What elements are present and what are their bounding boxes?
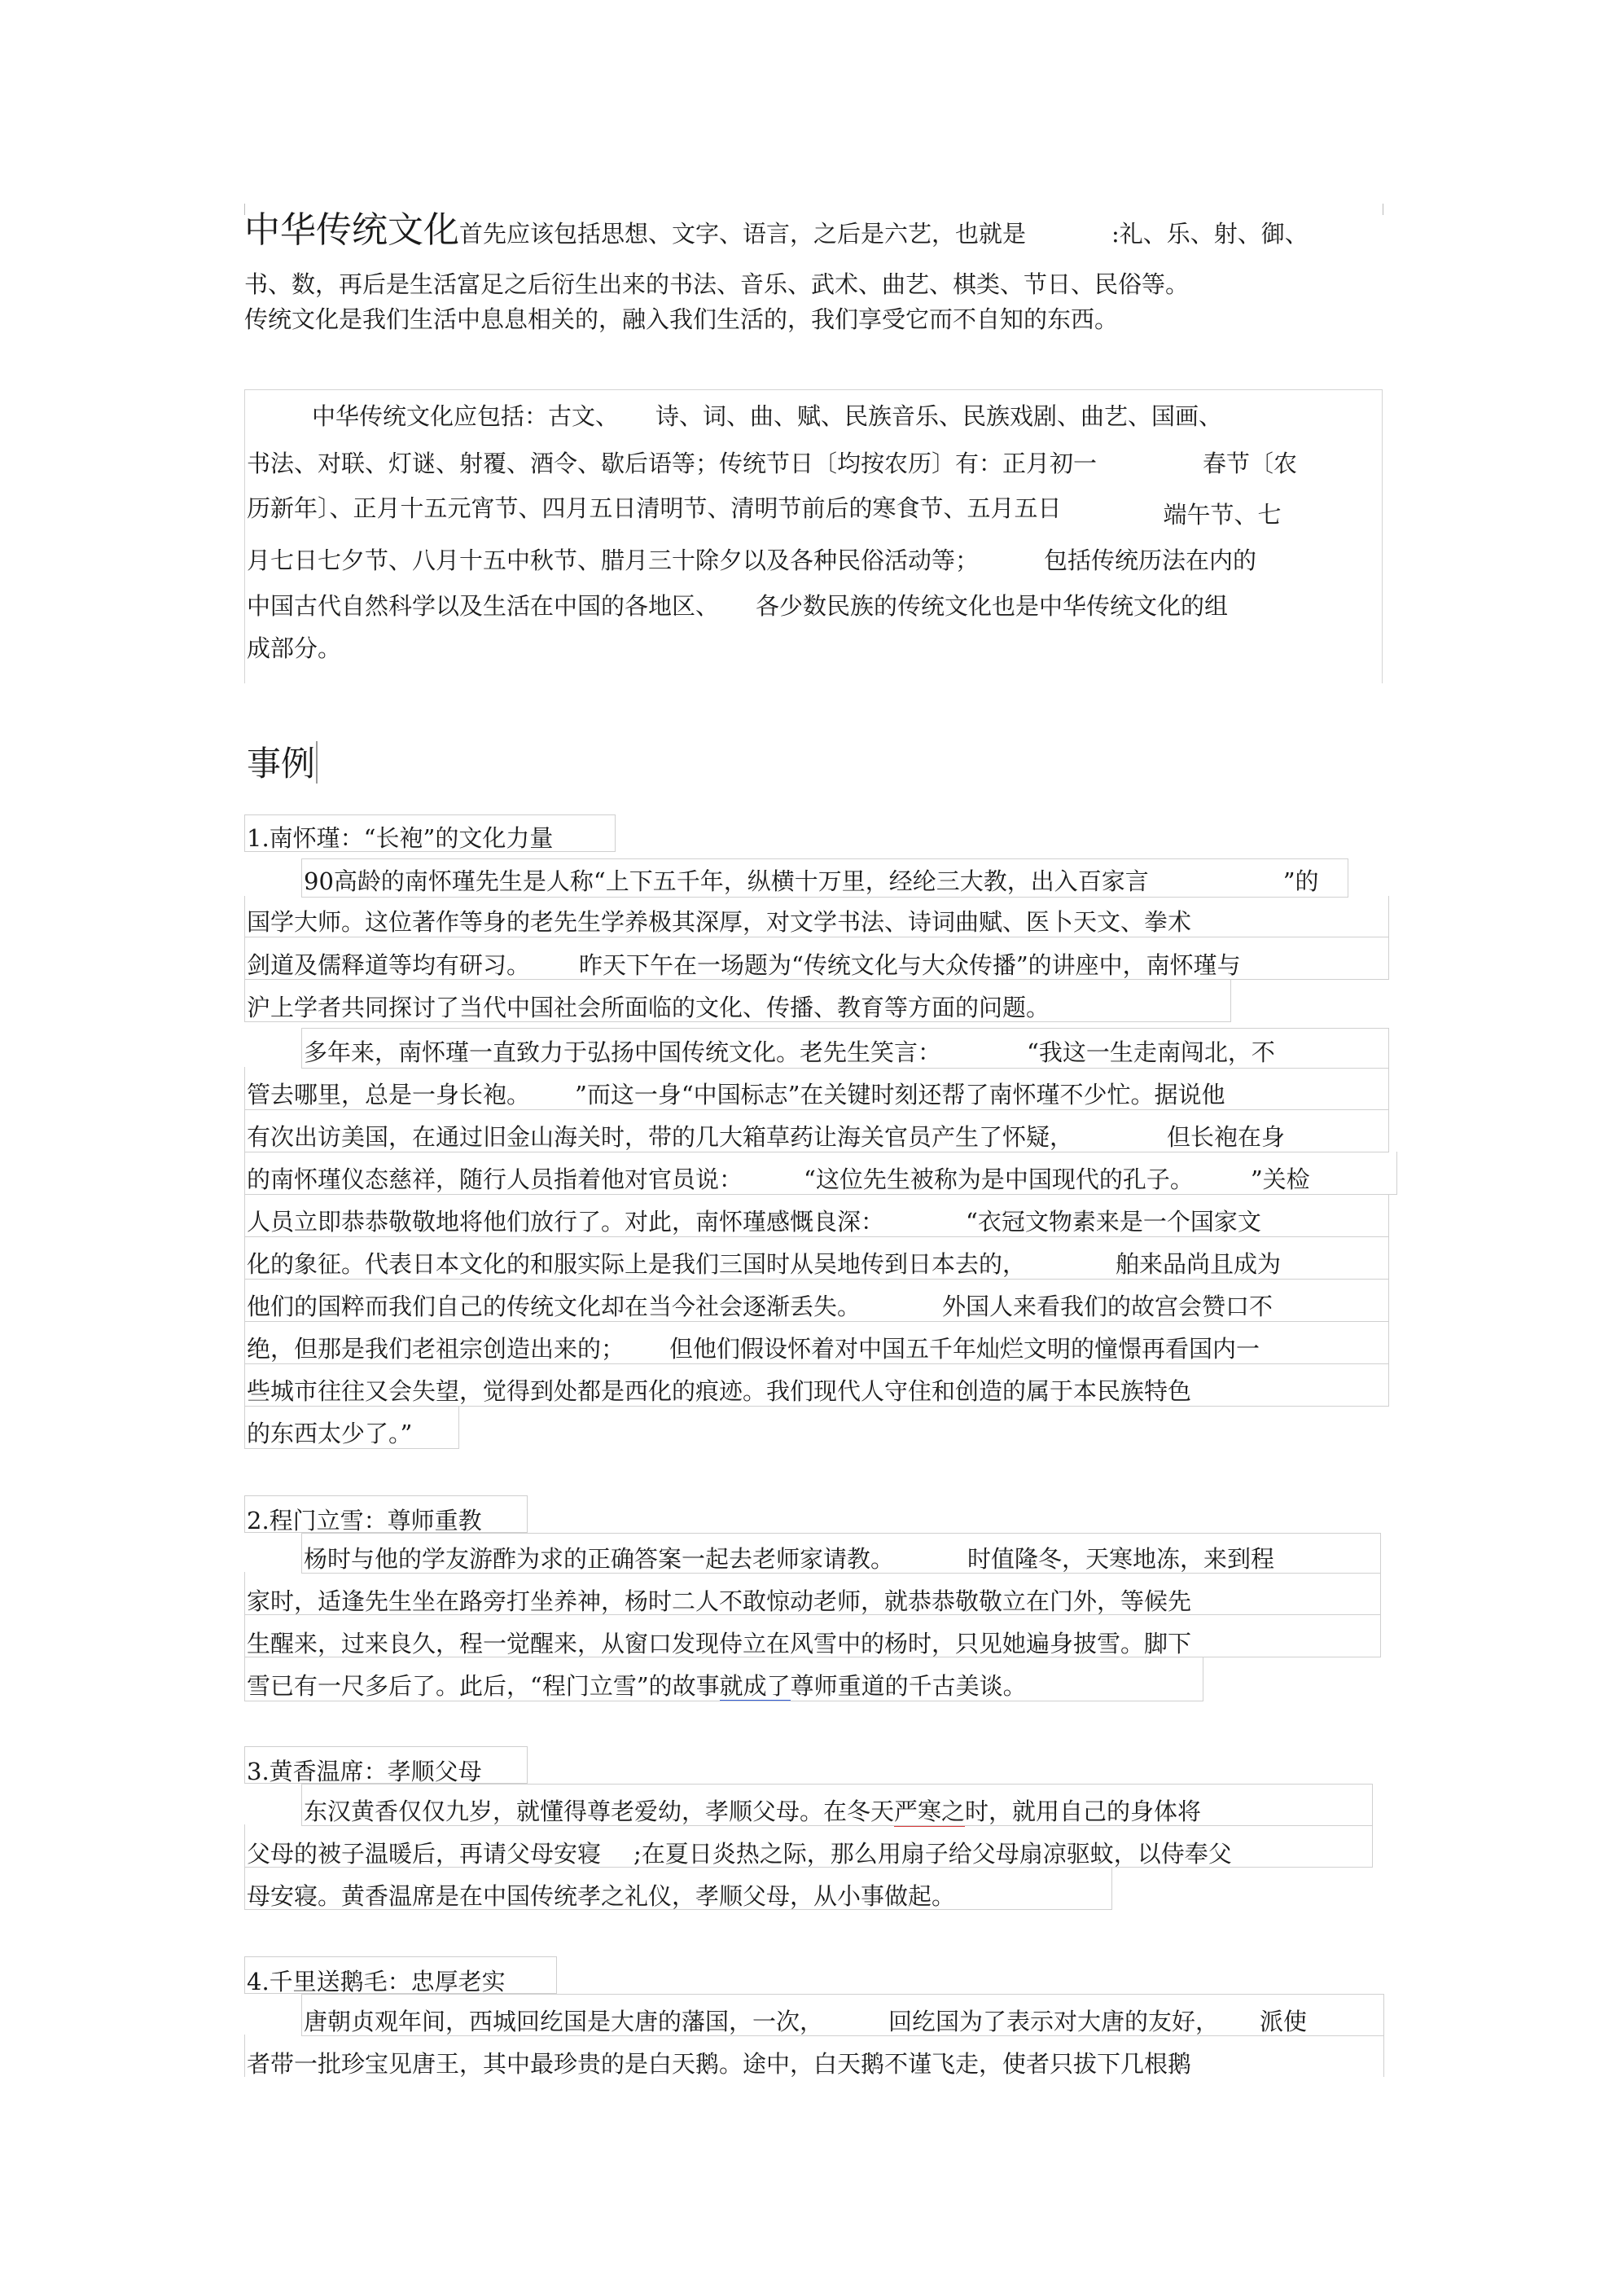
story-2-line-box bbox=[301, 1533, 1381, 1574]
story-3-line: 母安寝。黄香温席是在中国传统孝之礼仪，孝顺父母，从小事做起。 bbox=[247, 1882, 956, 1910]
story-1-line-box bbox=[244, 937, 1389, 980]
story-1-line: 有次出访美国，在通过旧金山海关时，带的几大箱草药让海关官员产生了怀疑， 但长袍在身 bbox=[247, 1123, 1286, 1151]
story-4-line: 唐朝贞观年间，西城回纥国是大唐的藩国，一次， 回纥国为了表示对大唐的友好， 派使 bbox=[304, 2008, 1308, 2035]
story-1-line: 管去哪里，总是一身长袍。 ”而这一身“中国标志”在关键时刻还帮了南怀瑾不少忙。据说他 bbox=[247, 1081, 1225, 1108]
story-1-line-box bbox=[244, 896, 1389, 937]
story-2-line: 杨时与他的学友游酢为求的正确答案一起去老师家请教。 时值隆冬，天寒地冻，来到程 bbox=[304, 1545, 1275, 1573]
story-1-title-box bbox=[244, 814, 616, 852]
story-2-line-box bbox=[244, 1572, 1381, 1615]
story-2-line-box bbox=[244, 1614, 1381, 1657]
story-1-line: 绝，但那是我们老祖宗创造出来的； 但他们假设怀着对中国五千年灿烂文明的憧憬再看国内一 bbox=[247, 1335, 1260, 1363]
box-line-5: 中国古代自然科学以及生活在中国的各地区、 各少数民族的传统文化也是中华传统文化的组 bbox=[247, 592, 1229, 620]
story-3-title-box bbox=[244, 1746, 528, 1784]
intro-text: 首先应该包括思想、文字、语言，之后是六艺，也就是 bbox=[459, 220, 1027, 248]
story-1-line: 多年来，南怀瑾一直致力于弘扬中国传统文化。老先生笑言： “我这一生走南闯北，不 bbox=[304, 1038, 1275, 1066]
story-1-line: 的东西太少了。” bbox=[247, 1420, 413, 1447]
story-1-line: 剑道及儒释道等均有研习。 昨天下午在一场题为“传统文化与大众传播”的讲座中，南怀瑾与 bbox=[247, 951, 1241, 979]
story-2-line: 生醒来，过来良久，程一觉醒来，从窗口发现侍立在风雪中的杨时，只见她遍身披雪。脚下 bbox=[247, 1630, 1192, 1657]
underlined-phrase: 严寒之 bbox=[894, 1798, 966, 1825]
intro-line-1 bbox=[244, 208, 1384, 252]
story-1-line: 国学大师。这位著作等身的老先生学养极其深厚，对文学书法、诗词曲赋、医卜天文、拳术 bbox=[247, 908, 1192, 936]
box-line-6: 成部分。 bbox=[247, 634, 342, 662]
intro-title: 中华传统文化 bbox=[244, 209, 459, 251]
story-1-line-box bbox=[244, 1406, 459, 1449]
box-line-1: 中华传统文化应包括：古文、 诗、词、曲、赋、民族音乐、民族戏剧、曲艺、国画、 bbox=[312, 402, 1223, 430]
traditional-culture-box bbox=[244, 389, 1383, 683]
story-1-line: 他们的国粹而我们自己的传统文化却在当今社会逐渐丢失。 外国人来看我们的故宫会赞口不 bbox=[247, 1293, 1273, 1320]
intro-text: :礼、乐、射、御、 bbox=[1111, 220, 1309, 248]
story-3-line-box bbox=[244, 1824, 1373, 1868]
story-1-line-box bbox=[244, 1109, 1389, 1152]
story-3-line: 父母的被子温暖后，再请父母安寝 ;在夏日炎热之际，那么用扇子给父母扇凉驱蚊，以侍奉父 bbox=[247, 1840, 1232, 1868]
story-4-title-box bbox=[244, 1956, 557, 1994]
story-1-line-box bbox=[301, 858, 1348, 898]
story-3-line-box bbox=[301, 1784, 1373, 1826]
story-3-title: 3.黄香温席：孝顺父母 bbox=[247, 1758, 482, 1785]
underlined-phrase: 就成了 bbox=[719, 1672, 791, 1700]
story-1-line-box bbox=[244, 1321, 1389, 1364]
story-2-title-box bbox=[244, 1495, 528, 1533]
story-1-line-box bbox=[244, 979, 1231, 1022]
story-1-line-box bbox=[244, 1194, 1389, 1237]
story-1-line: 沪上学者共同探讨了当代中国社会所面临的文化、传播、教育等方面的问题。 bbox=[247, 994, 1050, 1021]
story-1-line-box bbox=[244, 1279, 1389, 1322]
story-1-line-box bbox=[244, 1152, 1397, 1195]
story-2-title: 2.程门立雪：尊师重教 bbox=[247, 1507, 482, 1534]
story-2-line: 家时，适逢先生坐在路旁打坐养神，杨时二人不敢惊动老师，就恭恭敬敬立在门外，等候先 bbox=[247, 1587, 1192, 1615]
story-2-line: 雪已有一尺多后了。此后，“程门立雪”的故事就成了尊师重道的千古美谈。 bbox=[247, 1672, 1027, 1700]
story-2-line-box bbox=[244, 1657, 1203, 1701]
story-1-line: 化的象征。代表日本文化的和服实际上是我们三国时从吴地传到日本去的， 舶来品尚且成为 bbox=[247, 1250, 1282, 1278]
heading-divider bbox=[316, 741, 318, 784]
story-1-line: 90高龄的南怀瑾先生是人称“上下五千年，纵横十万里，经纶三大教，出入百家言 ”的 bbox=[304, 867, 1319, 895]
story-1-line-box bbox=[244, 1067, 1389, 1110]
story-1-title: 1.南怀瑾：“长袍”的文化力量 bbox=[247, 824, 554, 852]
story-4-title: 4.千里送鹅毛：忠厚老实 bbox=[247, 1968, 506, 1995]
story-3-line: 东汉黄香仅仅九岁，就懂得尊老爱幼，孝顺父母。在冬天严寒之时，就用自己的身体将 bbox=[304, 1798, 1202, 1825]
story-1-line: 人员立即恭恭敬敬地将他们放行了。对此，南怀瑾感慨良深： “衣冠文物素来是一个国家文 bbox=[247, 1208, 1261, 1236]
story-4-line-box bbox=[244, 2035, 1384, 2077]
story-4-line-box bbox=[301, 1994, 1384, 2036]
story-1-line: 些城市往往又会失望，觉得到处都是西化的痕迹。我们现代人守住和创造的属于本民族特色 bbox=[247, 1377, 1192, 1405]
story-3-line-box bbox=[244, 1867, 1112, 1910]
story-1-line-box bbox=[244, 1236, 1389, 1280]
intro-line-3: 传统文化是我们生活中息息相关的，融入我们生活的，我们享受它而不自知的东西。 bbox=[244, 305, 1119, 333]
intro-paragraph bbox=[244, 208, 1384, 342]
story-4-line: 者带一批珍宝见唐王，其中最珍贵的是白天鹅。途中，白天鹅不谨飞走，使者只拔下几根鹅 bbox=[247, 2050, 1192, 2078]
story-1-line-box bbox=[301, 1028, 1389, 1069]
intro-line-2: 书、数，再后是生活富足之后衍生出来的书法、音乐、武术、曲艺、棋类、节日、民俗等。 bbox=[244, 270, 1190, 298]
story-1-line-box bbox=[244, 1363, 1389, 1407]
box-line-2: 书法、对联、灯谜、射覆、酒令、歇后语等；传统节日〔均按农历〕有：正月初一 春节〔农 bbox=[247, 450, 1298, 477]
box-line-3: 历新年〕、正月十五元宵节、四月五日清明节、清明节前后的寒食节、五月五日 端午节、七 bbox=[247, 494, 1282, 529]
box-line-4: 月七日七夕节、八月十五中秋节、腊月三十除夕以及各种民俗活动等； 包括传统历法在内的 bbox=[247, 547, 1257, 574]
story-1-line: 的南怀瑾仪态慈祥，随行人员指着他对官员说： “这位先生被称为是中国现代的孔子。 ”关检 bbox=[247, 1166, 1310, 1193]
examples-heading: 事例 bbox=[247, 744, 316, 784]
